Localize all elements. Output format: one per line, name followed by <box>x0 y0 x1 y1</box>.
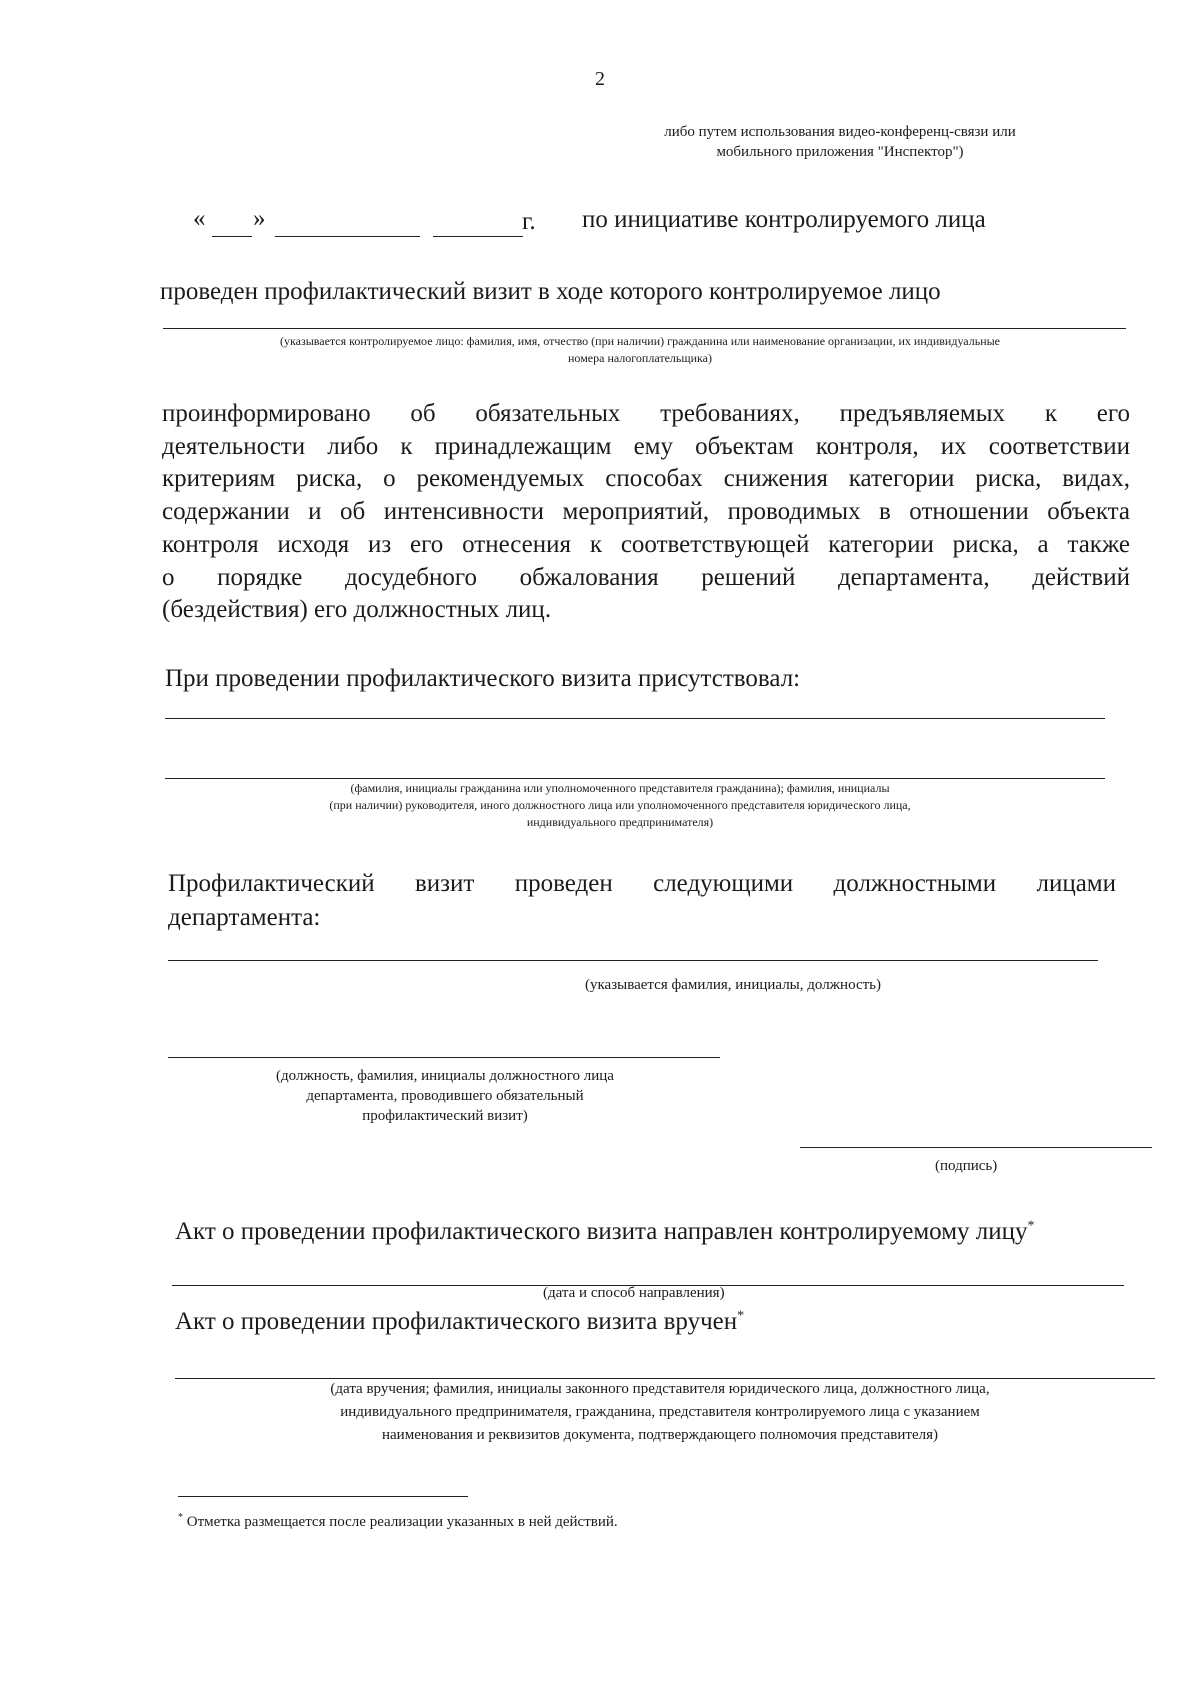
signature-blank <box>800 1147 1152 1148</box>
controlled-person-blank <box>163 328 1126 329</box>
present-caption <box>200 780 1040 831</box>
visit-line: проведен профилактический визит в ходе которого контролируемое лицо <box>160 278 941 305</box>
paragraph-line: критериям риска, о рекомендуемых способах снижения категории риска, видах, <box>162 465 1130 493</box>
month-blank <box>275 236 420 237</box>
paragraph-line: контроля исходя из его отнесения к соответствующей категории риска, а также <box>162 530 1130 558</box>
paragraph-line: проинформировано об обязательных требованиях, предъявляемых к его <box>162 400 1130 427</box>
footnote-separator <box>178 1496 468 1497</box>
official-sign-blank <box>168 1057 720 1058</box>
caption-line: профилактический визит) <box>362 1108 528 1124</box>
act-sent-text: Акт о проведении профилактического визита направлен контролируемому лицу <box>175 1218 1028 1245</box>
caption-line: (должность, фамилия, инициалы должностного лица <box>276 1068 614 1084</box>
controlled-person-caption <box>140 333 1140 367</box>
caption-line: индивидуального предпринимателя, гражданина, представителя контролируемого лица с указанием <box>340 1404 980 1420</box>
caption-line: (указывается контролируемое лицо: фамилия, имя, отчество (при наличии) гражданина или наименование организации, их индивидуальные <box>279 334 1001 348</box>
caption-line: (фамилия, инициалы гражданина или уполномоченного представителя гражданина); фамилия, инициалы <box>350 781 890 795</box>
act-delivered-text: Акт о проведении профилактического визита вручен <box>175 1308 738 1335</box>
signature-caption: (подпись) <box>935 1158 998 1174</box>
present-label: При проведении профилактического визита присутствовал: <box>165 665 801 692</box>
year-blank <box>433 236 523 237</box>
footnote-text: Отметка размещается после реализации указанных в ней действий. <box>186 1514 618 1530</box>
initiative-text: по инициативе контролируемого лица <box>582 206 986 233</box>
caption-line: наименования и реквизитов документа, подтверждающего полномочия представителя) <box>382 1427 938 1443</box>
officials-blank <box>168 960 1098 961</box>
caption-line: номера налогоплательщика) <box>568 351 712 365</box>
asterisk-mark: * <box>737 1308 745 1324</box>
header-note-line: мобильного приложения "Инспектор") <box>716 144 964 160</box>
official-sign-caption <box>205 1066 685 1126</box>
informed-paragraph <box>162 398 1130 627</box>
paragraph-line: о порядке досудебного обжалования решений департамента, действий <box>162 563 1130 591</box>
day-blank <box>212 236 252 237</box>
present-blank-1 <box>165 718 1105 719</box>
officials-line: Профилактический визит проведен следующими должностными лицами <box>168 870 1116 897</box>
act-sent <box>175 1218 1035 1246</box>
header-note-line: либо путем использования видео-конференц-связи или <box>664 124 1016 140</box>
caption-line: индивидуального предпринимателя) <box>526 815 714 829</box>
header-note <box>580 122 1100 162</box>
act-delivered-caption <box>180 1378 1140 1447</box>
close-quote: » <box>253 205 266 232</box>
paragraph-line: содержании и об интенсивности мероприятий, проводимых в отношении объекта <box>162 498 1130 526</box>
paragraph-line: (бездействия) его должностных лиц. <box>162 596 552 624</box>
year-suffix: г. <box>522 208 536 235</box>
present-blank-2 <box>165 778 1105 779</box>
officials-caption: (указывается фамилия, инициалы, должность) <box>585 977 881 993</box>
act-delivered <box>175 1308 744 1336</box>
caption-line: (дата вручения; фамилия, инициалы законного представителя юридического лица, должностного лица, <box>330 1381 990 1397</box>
page-number: 2 <box>595 68 605 90</box>
officials-line-2: департамента: <box>168 904 321 931</box>
caption-line: департамента, проводившего обязательный <box>306 1088 584 1104</box>
open-quote: « <box>193 205 206 232</box>
act-sent-caption: (дата и способ направления) <box>543 1285 725 1301</box>
paragraph-line: деятельности либо к принадлежащим ему объектам контроля, их соответствии <box>162 432 1130 460</box>
footnote-asterisk: * <box>178 1512 183 1523</box>
footnote <box>178 1508 618 1532</box>
caption-line: (при наличии) руководителя, иного должностного лица или уполномоченного представителя юридического лица, <box>329 798 911 812</box>
asterisk-mark: * <box>1027 1218 1035 1234</box>
